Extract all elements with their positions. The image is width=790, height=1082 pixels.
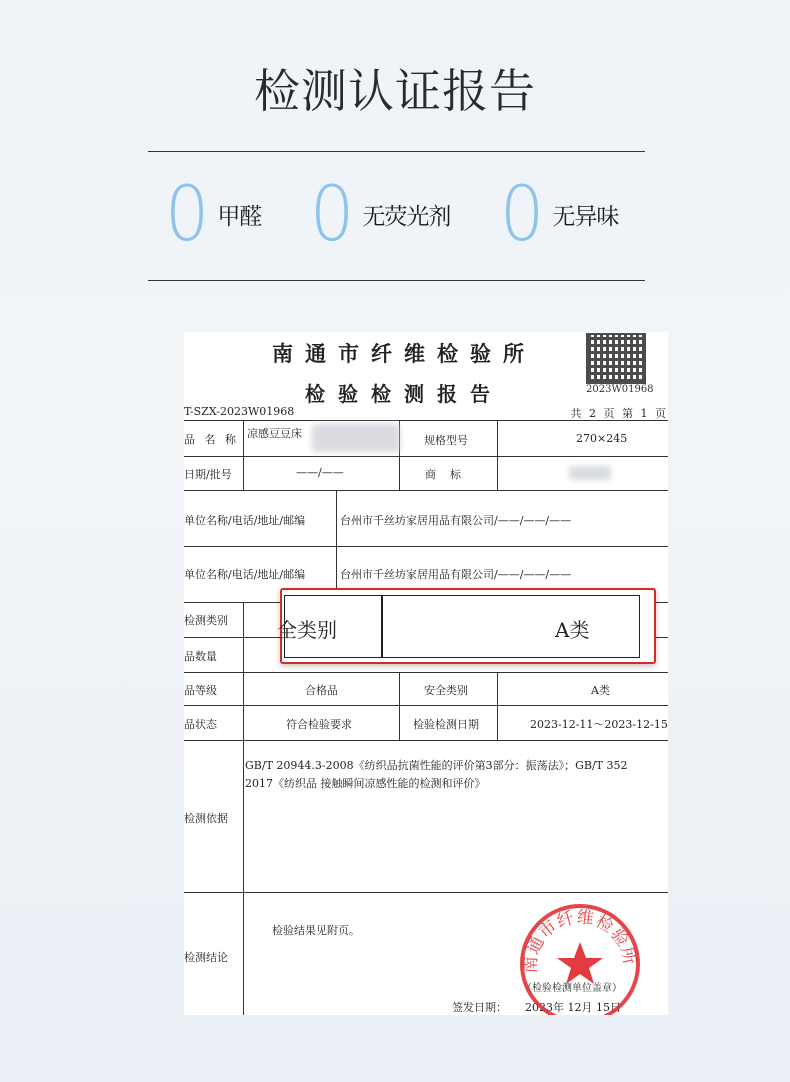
- table-line: [184, 456, 668, 457]
- report-title: 检验检测报告: [305, 382, 503, 406]
- issue-date-label: 签发日期：: [452, 1001, 507, 1014]
- table-line: [497, 672, 498, 740]
- test-date-value: 2023-12-11～2023-12-15: [530, 718, 668, 731]
- test-type-label: 检测类别: [184, 614, 228, 627]
- conclusion-value: 检验结果见附页。: [272, 924, 360, 937]
- table-line: [184, 546, 668, 547]
- safety-value: A类: [591, 684, 610, 697]
- safety-label: 安全类别: [424, 684, 468, 697]
- institute-name: 南通市纤维检验所: [272, 341, 536, 366]
- brand-label: 商 标: [425, 468, 461, 481]
- table-line: [399, 672, 400, 740]
- zoom-left-text: 全类别: [277, 618, 337, 642]
- seal-text: 南通市纤维检验所: [520, 907, 640, 974]
- producer-value: 台州市千丝坊家居用品有限公司/——/——/——: [340, 568, 572, 581]
- zero-icon: 0: [164, 169, 210, 258]
- conclusion-label: 检测结论: [184, 951, 228, 964]
- table-line: [184, 705, 668, 706]
- quantity-label: 品数量: [184, 650, 217, 663]
- blurred-text: [312, 424, 400, 452]
- basis-label: 检测依据: [184, 812, 228, 825]
- seal-note: （检验检测单位盖章）: [522, 983, 622, 994]
- page-info: 共 2 页 第 1 页: [570, 407, 668, 420]
- table-line: [184, 892, 668, 893]
- producer-label: 单位名称/电话/地址/邮编: [184, 568, 306, 581]
- model-label: 规格型号: [424, 434, 468, 447]
- table-line: [184, 490, 668, 491]
- report-number: T-SZX-2023W01968: [184, 405, 295, 418]
- test-date-label: 检验检测日期: [413, 718, 479, 731]
- official-seal-icon: [518, 902, 642, 1015]
- table-line: [336, 490, 337, 602]
- qr-code-number: 2023W01968: [586, 384, 654, 395]
- page-title: 检测认证报告: [254, 64, 536, 118]
- feature-no-odor: [498, 169, 619, 258]
- client-value: 台州市千丝坊家居用品有限公司/——/——/——: [340, 514, 572, 527]
- blurred-text: [569, 466, 611, 480]
- grade-label: 品等级: [184, 684, 217, 697]
- status-value: 符合检验要求: [286, 718, 352, 731]
- grade-value: 合格品: [305, 684, 338, 697]
- table-line: [184, 740, 668, 741]
- table-line: [243, 420, 244, 490]
- zoom-divider: [381, 596, 383, 657]
- product-name-label: 品 名 称: [184, 433, 239, 446]
- bottom-divider: [148, 280, 645, 281]
- zero-icon: 0: [499, 169, 545, 258]
- date-label: 日期/批号: [184, 468, 232, 481]
- model-value: 270×245: [576, 432, 628, 445]
- zoom-inner-table: [277, 595, 640, 658]
- status-label: 品状态: [184, 718, 217, 731]
- basis-line-2: 2017《纺织品 接触瞬间凉感性能的检测和评价》: [245, 777, 486, 790]
- feature-no-fluorescent: [308, 169, 451, 258]
- issue-date-value: 2023年 12月 15日: [525, 1001, 621, 1014]
- product-name-value: 凉感豆豆床: [247, 427, 302, 440]
- feature-label: 无荧光剂: [362, 203, 451, 230]
- table-line: [243, 602, 244, 1015]
- zoom-right-text: A类: [555, 618, 590, 642]
- basis-line-1: GB/T 20944.3-2008《纺织品抗菌性能的评价第3部分：振荡法》；GB/T 352: [245, 759, 628, 772]
- feature-formaldehyde: [163, 169, 262, 258]
- zoom-highlight-box: [277, 588, 656, 664]
- client-label: 单位名称/电话/地址/邮编: [184, 514, 306, 527]
- top-divider: [148, 151, 645, 152]
- table-line: [184, 420, 668, 421]
- test-report-document: [184, 332, 668, 1015]
- qr-code-icon: [586, 333, 646, 384]
- date-value: ——/——: [296, 466, 344, 479]
- table-line: [497, 420, 498, 490]
- feature-label: 无异味: [552, 203, 619, 230]
- zero-icon: 0: [309, 169, 355, 258]
- table-line: [184, 672, 668, 673]
- feature-label: 甲醛: [217, 203, 262, 230]
